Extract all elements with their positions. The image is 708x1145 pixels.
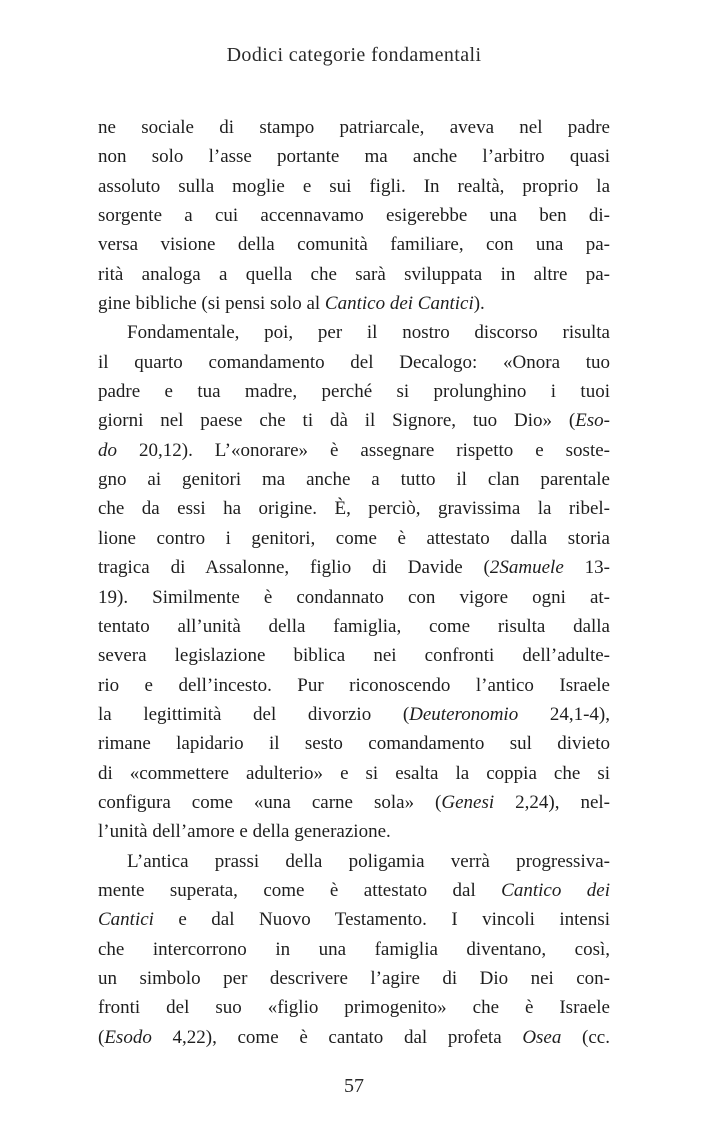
text-line: [98, 788, 610, 817]
italic-text-segment: Osea: [522, 1026, 562, 1048]
text-segment: severa legislazione biblica nei confronti dell’adulte-: [98, 645, 610, 667]
text-line: [98, 583, 610, 612]
text-segment: 20,12). L’«onorare» è assegnare rispetto e soste-: [117, 439, 610, 461]
text-line: [98, 964, 610, 993]
text-segment: 4,22), come è cantato dal profeta: [151, 1026, 523, 1048]
text-line: [98, 612, 610, 641]
text-segment: 24,1-4),: [518, 703, 610, 725]
text-line: [98, 406, 610, 435]
text-segment: padre e tua madre, perché si prolunghino i tuoi: [98, 381, 610, 403]
text-line: [98, 318, 610, 347]
text-segment: un simbolo per descrivere l’agire di Dio nei con-: [98, 967, 610, 989]
text-line: [98, 1023, 610, 1052]
text-segment: che intercorrono in una famiglia diventano, così,: [98, 938, 610, 960]
text-segment: giorni nel paese che ti dà il Signore, tuo Dio» (: [98, 410, 576, 432]
text-segment: gno ai genitori ma anche a tutto il clan parentale: [98, 469, 610, 491]
italic-text-segment: Esodo: [104, 1026, 152, 1048]
text-segment: 2,24), nel-: [494, 791, 611, 813]
text-segment: (cc.: [561, 1026, 610, 1048]
text-line: [98, 876, 610, 905]
text-segment: fronti del suo «figlio primogenito» che è Israele: [98, 997, 610, 1019]
italic-text-segment: Deuteronomio: [409, 703, 519, 725]
text-segment: tragica di Assalonne, figlio di Davide (: [98, 557, 490, 579]
text-line: [98, 260, 610, 289]
text-line: [98, 641, 610, 670]
text-line: [98, 993, 610, 1022]
text-line: [98, 759, 610, 788]
text-segment: che da essi ha origine. È, perciò, gravissima la ribel-: [98, 498, 610, 520]
text-segment: l’unità dell’amore e della generazione.: [98, 821, 391, 843]
text-line: [98, 700, 610, 729]
text-segment: sorgente a cui accennavamo esigerebbe una ben di-: [98, 205, 610, 227]
italic-text-segment: 2Samuele: [489, 557, 564, 579]
text-segment: ).: [473, 293, 485, 315]
text-segment: L’antica prassi della poligamia verrà progressiva-: [127, 850, 610, 872]
text-line: [98, 230, 610, 259]
text-segment: di «commettere adulterio» e si esalta la coppia che si: [98, 762, 610, 784]
text-line: [98, 348, 610, 377]
text-segment: (: [98, 1026, 105, 1048]
page-number: 57: [344, 1075, 364, 1097]
text-segment: e dal Nuovo Testamento. I vincoli intensi: [153, 909, 610, 931]
text-segment: il quarto comandamento del Decalogo: «Onora tuo: [98, 351, 610, 373]
running-header: Dodici categorie fondamentali: [226, 44, 482, 66]
text-segment: Fondamentale, poi, per il nostro discorso risulta: [127, 322, 610, 344]
text-line: [98, 935, 610, 964]
text-line: [98, 172, 610, 201]
text-segment: 19). Similmente è condannato con vigore ogni at-: [98, 586, 610, 608]
text-line: [98, 436, 610, 465]
text-line: [98, 113, 610, 142]
text-line: [98, 671, 610, 700]
italic-text-segment: Cantico dei: [501, 879, 610, 901]
text-segment: gine bibliche (si pensi solo al: [98, 293, 325, 315]
text-line: [98, 377, 610, 406]
text-segment: la legittimità del divorzio (: [98, 703, 410, 725]
text-segment: mente superata, come è attestato dal: [98, 879, 502, 901]
text-line: [98, 201, 610, 230]
text-segment: rio e dell’incesto. Pur riconoscendo l’antico Israele: [98, 674, 610, 696]
text-segment: 13-: [563, 557, 610, 579]
italic-text-segment: Eso-: [575, 410, 610, 432]
body-text: [98, 113, 610, 1052]
text-segment: configura come «una carne sola» (: [98, 791, 442, 813]
text-segment: non solo l’asse portante ma anche l’arbitro quasi: [98, 146, 610, 168]
text-line: [98, 729, 610, 758]
italic-text-segment: Cantico dei Cantici: [324, 293, 474, 315]
text-line: [98, 847, 610, 876]
text-line: [98, 289, 610, 318]
text-line: [98, 905, 610, 934]
text-line: [98, 494, 610, 523]
text-segment: lione contro i genitori, come è attestato dalla storia: [98, 527, 610, 549]
text-segment: rimane lapidario il sesto comandamento sul divieto: [98, 733, 610, 755]
text-segment: versa visione della comunità familiare, con una pa-: [98, 234, 610, 256]
text-line: [98, 524, 610, 553]
text-segment: tentato all’unità della famiglia, come risulta dalla: [98, 615, 610, 637]
text-segment: assoluto sulla moglie e sui figli. In realtà, proprio la: [98, 175, 610, 197]
italic-text-segment: do: [98, 439, 117, 461]
text-line: [98, 553, 610, 582]
text-line: [98, 465, 610, 494]
italic-text-segment: Genesi: [441, 791, 495, 813]
text-line: [98, 142, 610, 171]
italic-text-segment: Cantici: [98, 909, 154, 931]
text-segment: ne sociale di stampo patriarcale, aveva nel padre: [98, 117, 610, 138]
text-segment: rità analoga a quella che sarà sviluppata in altre pa-: [98, 263, 610, 285]
text-line: [98, 817, 610, 846]
